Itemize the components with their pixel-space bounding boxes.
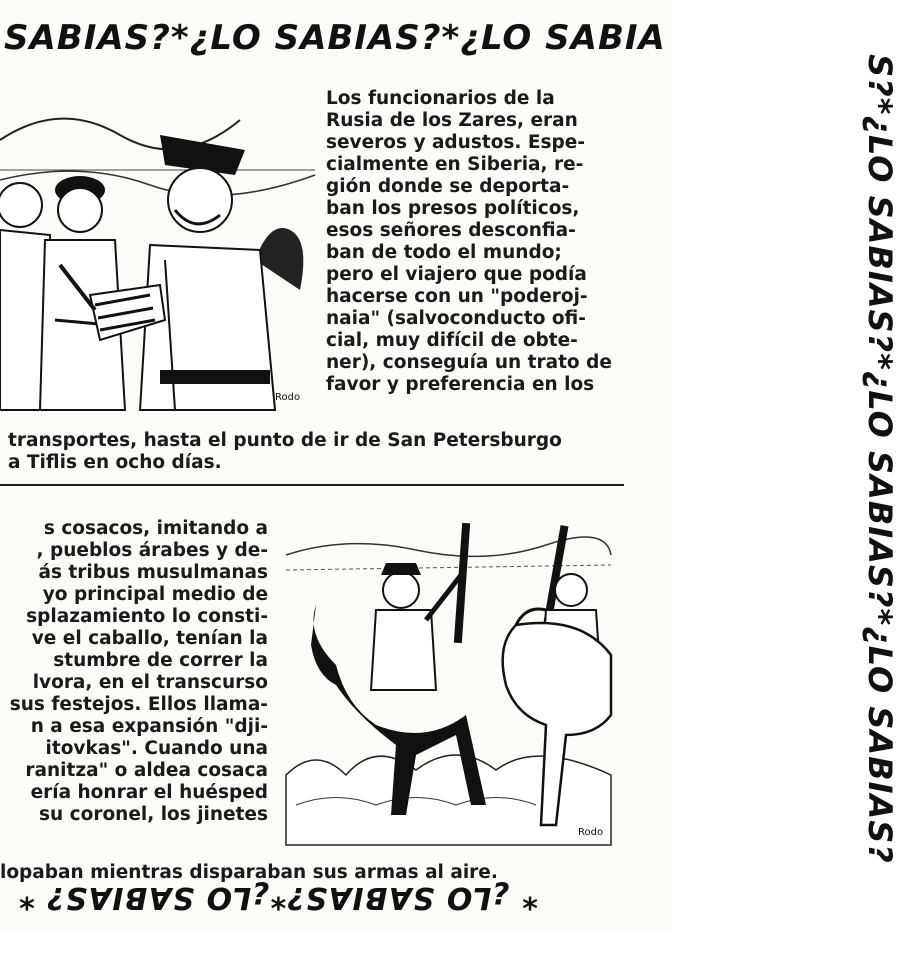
article-1-line: Los funcionarios de la — [326, 88, 555, 109]
signature-1: Rodo — [275, 392, 301, 403]
article-1-line: cialmente en Siberia, re- — [326, 154, 584, 175]
article-2-line: ería honrar el huésped — [30, 782, 268, 803]
article-2-line: yo principal medio de — [42, 584, 268, 605]
article-2-line: , pueblos árabes y de- — [36, 540, 268, 561]
border-bottom-text: * ¿LO SABIAS?*¿LO SABIAS? * — [18, 880, 538, 915]
article-2-line: ás tribus musulmanas — [38, 562, 268, 583]
article-1-line: favor y preferencia en los — [326, 374, 595, 395]
scan-margin — [672, 0, 722, 966]
border-right-text: S?*¿LO SABIAS?*¿LO SABIAS?*¿LO SABIAS? — [861, 54, 899, 864]
article-2-line: s cosacos, imitando a — [43, 518, 268, 539]
article-2-line: ve el caballo, tenían la — [31, 628, 268, 649]
article-2-line: lvora, en el transcurso — [32, 672, 268, 693]
article-1-text — [326, 88, 618, 396]
article-1-line: ner), conseguía un trato de — [326, 352, 612, 373]
article-2-text — [0, 518, 268, 826]
article-1-tail-line: a Tiflis en ocho días. — [8, 452, 222, 473]
article-1-line: gión donde se deporta- — [326, 176, 570, 197]
article-2-line: splazamiento lo consti- — [26, 606, 268, 627]
article-1-line: hacerse con un "poderoj- — [326, 286, 588, 307]
article-1-line: severos y adustos. Espe- — [326, 132, 586, 153]
article-2-tail: lopaban mientras disparaban sus armas al aire. — [0, 862, 498, 883]
article-1-line: ban de todo el mundo; — [326, 242, 562, 263]
article-2-line: ranitza" o aldea cosaca — [25, 760, 268, 781]
article-2-line: n a esa expansión "dji- — [30, 716, 268, 737]
section-divider — [0, 484, 624, 486]
article-1-line: Rusia de los Zares, eran — [326, 110, 578, 131]
officer-illustration — [0, 80, 315, 410]
article-1-line: cial, muy difícil de obte- — [326, 330, 578, 351]
article-1-line: pero el viajero que podía — [326, 264, 587, 285]
article-2-line: su coronel, los jinetes — [39, 804, 268, 825]
article-1-tail — [8, 430, 620, 474]
article-2-line: stumbre de correr la — [53, 650, 268, 671]
article-1-line: ban los presos políticos, — [326, 198, 580, 219]
article-1-line: naia" (salvoconducto ofi- — [326, 308, 586, 329]
article-1-line: esos señores desconfia- — [326, 220, 576, 241]
article-2-line: itovkas". Cuando una — [45, 738, 268, 759]
cossack-riders-illustration — [286, 515, 611, 845]
signature-2: Rodo — [578, 827, 604, 838]
article-1-tail-line: transportes, hasta el punto de ir de San Petersburgo — [8, 430, 562, 451]
border-top-text: SABIAS?*¿LO SABIAS?*¿LO SABIA — [4, 18, 666, 58]
article-2-line: sus festejos. Ellos llama- — [9, 694, 268, 715]
